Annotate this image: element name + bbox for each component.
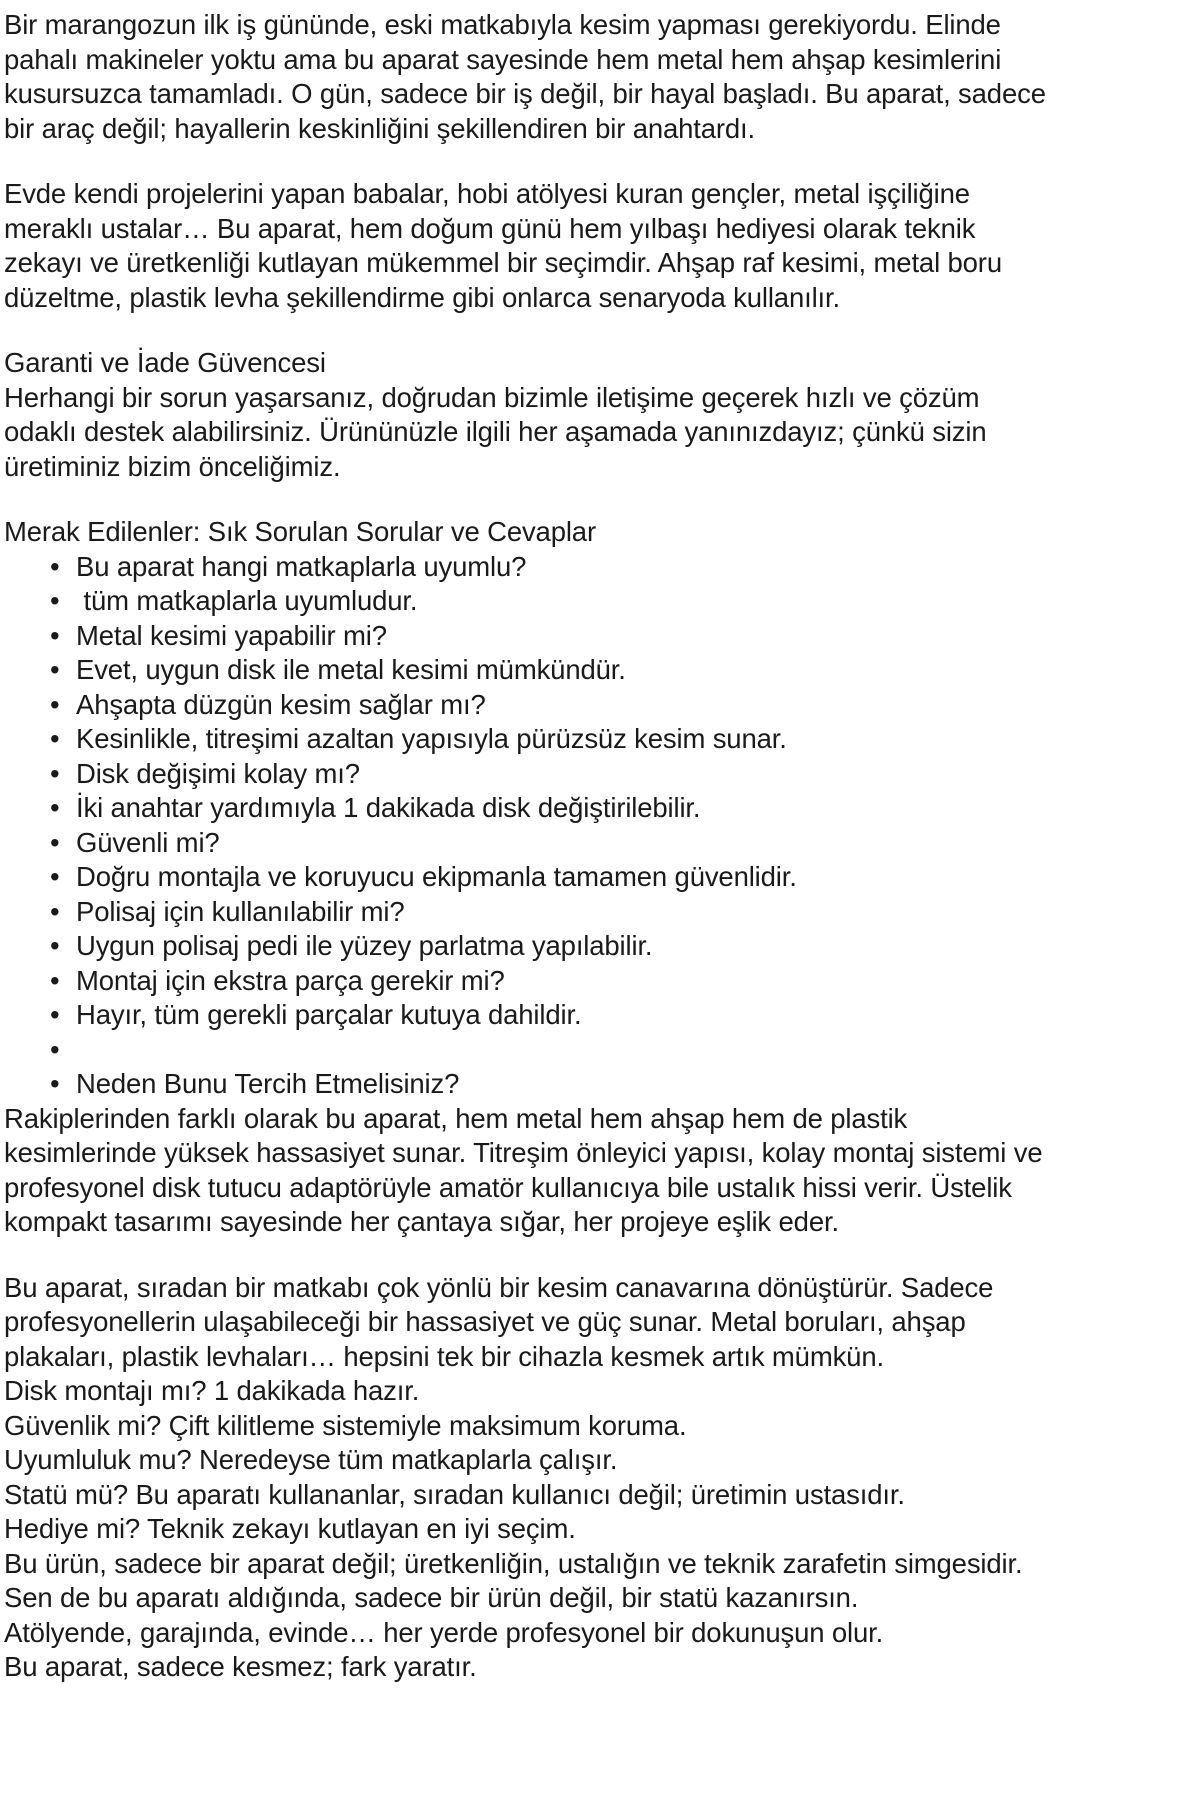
list-item — [50, 895, 1050, 930]
closing-line: Hediye mi? Teknik zekayı kutlayan en iyi seçim. — [4, 1513, 576, 1544]
intro-paragraph: Bir marangozun ilk iş gününde, eski matkabıyla kesim yapması gerekiyordu. Elinde pahalı makineler yoktu ama bu aparat sayesinde hem metal hem ahşap kesimlerini kusursuzca tamamladı. O gün, sadece bir iş değil, bir hayal başladı. Bu aparat, sadece bir araç değil; hayallerin keskinliğini şekillendiren bir anahtardı. — [4, 9, 1046, 144]
paragraph-spacer — [4, 146, 1050, 177]
list-item-empty — [50, 1033, 1050, 1068]
closing-line: Güvenlik mi? Çift kilitleme sistemiyle maksimum koruma. — [4, 1409, 687, 1441]
list-item — [50, 619, 1050, 654]
faq-heading: Merak Edilenler: Sık Sorulan Sorular ve Cevaplar — [4, 516, 596, 547]
list-item-text: Bu aparat hangi matkaplarla uyumlu? — [76, 550, 527, 582]
closing-line: Disk montajı mı? 1 dakikada hazır. — [4, 1375, 420, 1406]
list-item — [50, 722, 1050, 757]
closing-line: Statü mü? Bu aparatı kullananlar, sıradan kullanıcı değil; üretimin ustasıdır. — [4, 1478, 905, 1510]
list-item-text: Uygun polisaj pedi ile yüzey parlatma yapılabilir. — [76, 930, 653, 961]
warranty-heading: Garanti ve İade Güvencesi — [4, 347, 326, 378]
list-item-text: Metal kesimi yapabilir mi? — [76, 619, 387, 651]
list-item-text: Doğru montajla ve koruyucu ekipmanla tamamen güvenlidir. — [76, 861, 797, 892]
list-item — [50, 860, 1050, 895]
why-choose-paragraph: Rakiplerinden farklı olarak bu aparat, hem metal hem ahşap hem de plastik kesimlerinde yüksek hassasiyet sunar. Titreşim önleyici yapısı, kolay montaj sistemi ve profesyonel disk tutucu adaptörüyle amatör kullanıcıya bile ustalık hissi verir. Üstelik kompakt tasarımı sayesinde her çantaya sığar, her projeye eşlik eder. — [4, 1102, 1043, 1237]
list-item-text: Evet, uygun disk ile metal kesimi mümkündür. — [76, 654, 626, 685]
list-item — [50, 550, 1050, 585]
list-item — [50, 964, 1050, 999]
list-item-text: Güvenli mi? — [76, 826, 220, 858]
list-item — [50, 653, 1050, 688]
closing-line: Sen de bu aparatı aldığında, sadece bir ürün değil, bir statü kazanırsın. — [4, 1582, 859, 1613]
document-body — [4, 8, 1050, 1685]
list-item-text: Disk değişimi kolay mı? — [76, 757, 360, 789]
list-item-why-choose — [50, 1067, 1050, 1102]
list-item — [50, 584, 1050, 619]
audience-paragraph: Evde kendi projelerini yapan babalar, hobi atölyesi kuran gençler, metal işçiliğine meraklı ustalar… Bu aparat, hem doğum günü hem yılbaşı hediyesi olarak teknik zekayı ve üretkenliği kutlayan mükemmel bir seçimdir. Ahşap raf kesimi, metal boru düzeltme, plastik levha şekillendirme gibi onlarca senaryoda kullanılır. — [4, 178, 1002, 313]
faq-list — [4, 550, 1050, 1102]
list-item — [50, 688, 1050, 723]
closing-line: Bu ürün, sadece bir aparat değil; üretkenliğin, ustalığın ve teknik zarafetin simgesidir. — [4, 1547, 1023, 1579]
list-item — [50, 791, 1050, 826]
paragraph-spacer — [4, 1240, 1050, 1271]
list-item-text: tüm matkaplarla uyumludur. — [76, 585, 418, 616]
list-item — [50, 826, 1050, 861]
paragraph-spacer — [4, 315, 1050, 346]
warranty-body: Herhangi bir sorun yaşarsanız, doğrudan bizimle iletişime geçerek hızlı ve çözüm odaklı destek alabilirsiniz. Ürününüzle ilgili her aşamada yanınızdayız; çünkü sizin üretiminiz bizim önceliğimiz. — [4, 381, 987, 482]
list-item-text: İki anahtar yardımıyla 1 dakikada disk değiştirilebilir. — [76, 792, 701, 823]
closing-line: Bu aparat, sadece kesmez; fark yaratır. — [4, 1651, 477, 1682]
list-item-text: Hayır, tüm gerekli parçalar kutuya dahildir. — [76, 999, 582, 1030]
closing-line: Uyumluluk mu? Neredeyse tüm matkaplarla çalışır. — [4, 1444, 618, 1475]
list-item-text: Ahşapta düzgün kesim sağlar mı? — [76, 688, 486, 720]
list-item — [50, 929, 1050, 964]
list-item-text: Polisaj için kullanılabilir mi? — [76, 895, 405, 927]
list-item-text: Montaj için ekstra parça gerekir mi? — [76, 964, 505, 996]
list-item — [50, 998, 1050, 1033]
list-item-text: Neden Bunu Tercih Etmelisiniz? — [76, 1068, 460, 1099]
closing-line: Atölyende, garajında, evinde… her yerde profesyonel bir dokunuşun olur. — [4, 1616, 884, 1648]
list-item-text: Kesinlikle, titreşimi azaltan yapısıyla pürüzsüz kesim sunar. — [76, 723, 787, 754]
list-item — [50, 757, 1050, 792]
closing-paragraph: Bu aparat, sıradan bir matkabı çok yönlü bir kesim canavarına dönüştürür. Sadece profesyonellerin ulaşabileceği bir hassasiyet ve güç sunar. Metal boruları, ahşap plakaları, plastik levhaları… hepsini tek bir cihazla kesmek artık mümkün. — [4, 1271, 994, 1372]
paragraph-spacer — [4, 484, 1050, 515]
